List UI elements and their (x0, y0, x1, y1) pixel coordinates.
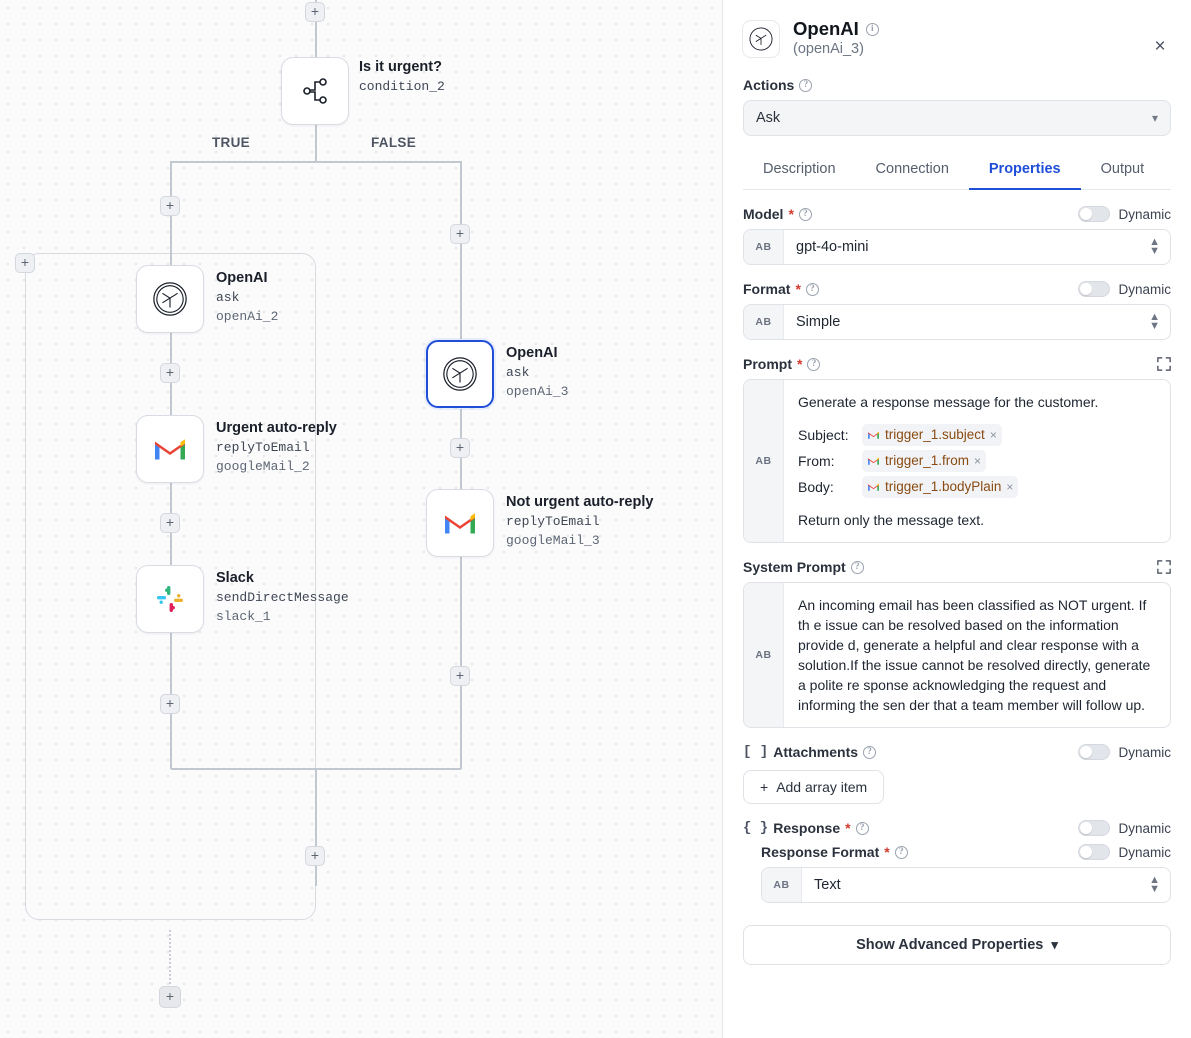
chip-label: trigger_1.subject (885, 427, 985, 442)
edge-false-down (460, 161, 462, 339)
dynamic-label: Dynamic (1118, 844, 1171, 860)
node-gmail-3-label (506, 493, 653, 550)
node-slack-1[interactable] (136, 565, 204, 633)
help-icon[interactable]: ? (895, 846, 908, 859)
gmail-icon (152, 435, 188, 463)
attachments-label (743, 744, 876, 760)
edge-split (171, 161, 461, 163)
node-title: Not urgent auto-reply (506, 494, 654, 510)
system-prompt-body[interactable]: An incoming email has been classified as NOT urgent. If th e issue can be resolved based on the information provide d, generate a helpful and clear response with a solution.If the issue cannot be resolved directly, generate a polite re sponse acknowledging the request and informing the sen der that a team member will follow up. (798, 597, 1151, 713)
openai-icon (748, 26, 774, 52)
node-action: replyToEmail (506, 514, 600, 529)
add-step-false-2[interactable]: + (450, 438, 470, 458)
actions-value: Ask (756, 110, 781, 126)
response-label-text: Response (773, 820, 841, 836)
prompt-from-value (860, 450, 1156, 472)
node-openai-2-label (216, 269, 278, 326)
close-icon[interactable]: × (1154, 36, 1166, 57)
response-format-input[interactable] (761, 867, 1171, 903)
branch-label-false: FALSE (371, 135, 417, 150)
object-bracket: { } (743, 820, 769, 836)
chip-label: trigger_1.bodyPlain (885, 479, 1002, 494)
prompt-row (743, 356, 1171, 372)
actions-label (743, 77, 1171, 93)
required-marker: * (797, 356, 803, 372)
variable-chip[interactable] (862, 450, 986, 472)
add-step-false-1[interactable]: + (450, 224, 470, 244)
node-id: googleMail_2 (216, 459, 310, 474)
node-openai-3[interactable] (426, 340, 494, 408)
node-openai-3-label (506, 344, 568, 401)
prompt-label (743, 356, 820, 372)
help-icon[interactable]: ? (799, 208, 812, 221)
dynamic-label: Dynamic (1118, 744, 1171, 760)
system-prompt-row (743, 559, 1171, 575)
response-row (743, 820, 1171, 836)
properties-panel (722, 0, 1191, 1038)
panel-tabs (743, 152, 1171, 190)
type-tag: AB (744, 380, 784, 542)
tab-output[interactable]: Output (1100, 161, 1145, 177)
openai-icon (441, 355, 479, 393)
edge-merge-down (315, 768, 317, 886)
chevron-down-icon: ▾ (1051, 937, 1058, 952)
node-action: condition_2 (359, 79, 445, 94)
dynamic-label: Dynamic (1118, 281, 1171, 297)
type-tag: AB (744, 230, 784, 264)
add-array-item-label: Add array item (776, 779, 868, 795)
expand-icon[interactable] (1157, 357, 1171, 371)
gmail-icon (442, 509, 478, 537)
actions-select[interactable] (743, 100, 1171, 136)
stepper-icon[interactable]: ▲ ▼ (1149, 236, 1160, 257)
add-step-bottom[interactable]: + (159, 986, 181, 1008)
node-title: Slack (216, 570, 254, 586)
add-step-merge[interactable]: + (305, 846, 325, 866)
expand-icon[interactable] (1157, 560, 1171, 574)
dynamic-toggle[interactable] (1078, 844, 1110, 860)
plus-icon: + (760, 779, 769, 795)
model-row (743, 206, 1171, 222)
node-condition-label (359, 58, 445, 96)
prompt-textarea[interactable] (743, 379, 1171, 543)
attachments-row (743, 744, 1171, 760)
prompt-line-last: Return only the message text. (798, 512, 984, 528)
add-step-top[interactable]: + (305, 2, 325, 22)
edge-gmail3-down (460, 557, 462, 769)
node-action: replyToEmail (216, 440, 310, 455)
required-marker: * (845, 820, 851, 836)
format-input[interactable] (743, 304, 1171, 340)
dynamic-toggle[interactable] (1078, 281, 1110, 297)
format-value[interactable]: Simple (796, 314, 841, 330)
add-step-true-1[interactable]: + (160, 196, 180, 216)
variable-chip[interactable] (862, 424, 1002, 446)
node-title: Is it urgent? (359, 59, 442, 75)
tab-connection[interactable]: Connection (875, 161, 949, 177)
actions-label-text: Actions (743, 77, 795, 93)
chevron-down-icon: ▾ (1151, 111, 1158, 125)
variable-chip[interactable] (862, 476, 1018, 498)
panel-subtitle: (openAi_3) (793, 41, 864, 57)
panel-title (793, 18, 1171, 40)
edge-dotted-bottom (169, 930, 171, 988)
panel-title-text: OpenAI (793, 18, 859, 39)
required-marker: * (788, 206, 794, 222)
node-slack-1-label (216, 569, 349, 626)
stepper-icon[interactable]: ▲ ▼ (1149, 874, 1160, 895)
node-action: sendDirectMessage (216, 590, 349, 605)
edge-condition-down (315, 123, 317, 163)
prompt-subject-value (860, 424, 1156, 446)
node-id: openAi_2 (216, 309, 279, 324)
response-label (743, 820, 869, 836)
node-title: Urgent auto-reply (216, 420, 337, 436)
help-icon[interactable]: ? (851, 561, 864, 574)
panel-header (723, 0, 1191, 63)
chip-remove-icon[interactable]: × (989, 428, 997, 442)
prompt-from-key: From: (798, 453, 835, 469)
stepper-icon[interactable]: ▲ ▼ (1149, 311, 1160, 332)
node-title: OpenAI (216, 270, 268, 286)
node-id: slack_1 (216, 609, 271, 624)
help-icon[interactable]: ? (799, 79, 812, 92)
node-openai-2[interactable] (136, 265, 204, 333)
gmail-icon (867, 482, 880, 492)
info-icon[interactable]: i (866, 23, 879, 36)
system-prompt-label-text: System Prompt (743, 559, 846, 575)
format-label (743, 281, 819, 297)
attachments-label-text: Attachments (773, 744, 859, 760)
add-step-false-3[interactable]: + (450, 666, 470, 686)
dynamic-label: Dynamic (1118, 206, 1171, 222)
type-tag: AB (744, 305, 784, 339)
gmail-icon (867, 456, 880, 466)
prompt-label-text: Prompt (743, 356, 792, 372)
chip-label: trigger_1.from (885, 453, 970, 468)
node-gmail-3[interactable] (426, 489, 494, 557)
tab-description[interactable]: Description (763, 161, 836, 177)
node-action: ask (216, 290, 240, 305)
condition-icon (298, 74, 332, 108)
add-step-left-edge[interactable]: + (15, 253, 35, 273)
array-bracket: [ ] (743, 744, 769, 760)
show-advanced-label: Show Advanced Properties (856, 937, 1044, 953)
model-label (743, 206, 812, 222)
response-dynamic[interactable] (1078, 820, 1171, 836)
prompt-body-value (860, 476, 1156, 498)
system-prompt-label (743, 559, 864, 575)
tab-properties[interactable]: Properties (969, 152, 1081, 190)
chip-remove-icon[interactable]: × (1006, 480, 1014, 494)
node-condition[interactable] (281, 57, 349, 125)
response-format-row (761, 844, 1171, 860)
openai-icon (151, 280, 189, 318)
prompt-variables (798, 424, 1156, 498)
system-prompt-textarea[interactable] (743, 582, 1171, 728)
help-icon[interactable]: ? (807, 358, 820, 371)
response-format-label (761, 844, 908, 860)
attachments-dynamic[interactable] (1078, 744, 1171, 760)
response-format-label-text: Response Format (761, 844, 880, 860)
node-id: openAi_3 (506, 384, 569, 399)
model-input[interactable] (743, 229, 1171, 265)
response-format-dynamic[interactable] (1078, 844, 1171, 860)
node-title: OpenAI (506, 345, 558, 361)
gmail-icon (867, 430, 880, 440)
node-gmail-2-label (216, 419, 337, 476)
prompt-line-1: Generate a response message for the customer. (798, 394, 1099, 410)
type-tag: AB (762, 868, 802, 902)
add-array-item-button[interactable] (743, 770, 884, 804)
node-action: ask (506, 365, 530, 380)
help-icon[interactable]: ? (856, 822, 869, 835)
slack-icon (154, 583, 186, 615)
type-tag: AB (744, 583, 784, 727)
response-format-value[interactable]: Text (814, 877, 841, 893)
required-marker: * (795, 281, 801, 297)
add-step-true-3[interactable]: + (160, 513, 180, 533)
format-dynamic[interactable] (1078, 281, 1171, 297)
format-row (743, 281, 1171, 297)
add-step-true-4[interactable]: + (160, 694, 180, 714)
dynamic-label: Dynamic (1118, 820, 1171, 836)
edge-true-down (170, 161, 172, 271)
panel-body (723, 63, 1191, 903)
chip-remove-icon[interactable]: × (974, 454, 982, 468)
node-gmail-2[interactable] (136, 415, 204, 483)
help-icon[interactable]: ? (863, 746, 876, 759)
model-label-text: Model (743, 206, 784, 222)
format-label-text: Format (743, 281, 791, 297)
add-step-true-2[interactable]: + (160, 363, 180, 383)
node-id: googleMail_3 (506, 533, 600, 548)
required-marker: * (884, 844, 890, 860)
dynamic-toggle[interactable] (1078, 820, 1110, 836)
openai-logo (742, 20, 780, 58)
model-value[interactable]: gpt-4o-mini (796, 239, 869, 255)
show-advanced-properties-button[interactable] (743, 925, 1171, 965)
prompt-body[interactable] (784, 380, 1170, 542)
model-dynamic[interactable] (1078, 206, 1171, 222)
dynamic-toggle[interactable] (1078, 744, 1110, 760)
prompt-body-key: Body: (798, 479, 834, 495)
branch-label-true: TRUE (212, 135, 250, 150)
dynamic-toggle[interactable] (1078, 206, 1110, 222)
help-icon[interactable]: ? (806, 283, 819, 296)
prompt-subject-key: Subject: (798, 427, 849, 443)
